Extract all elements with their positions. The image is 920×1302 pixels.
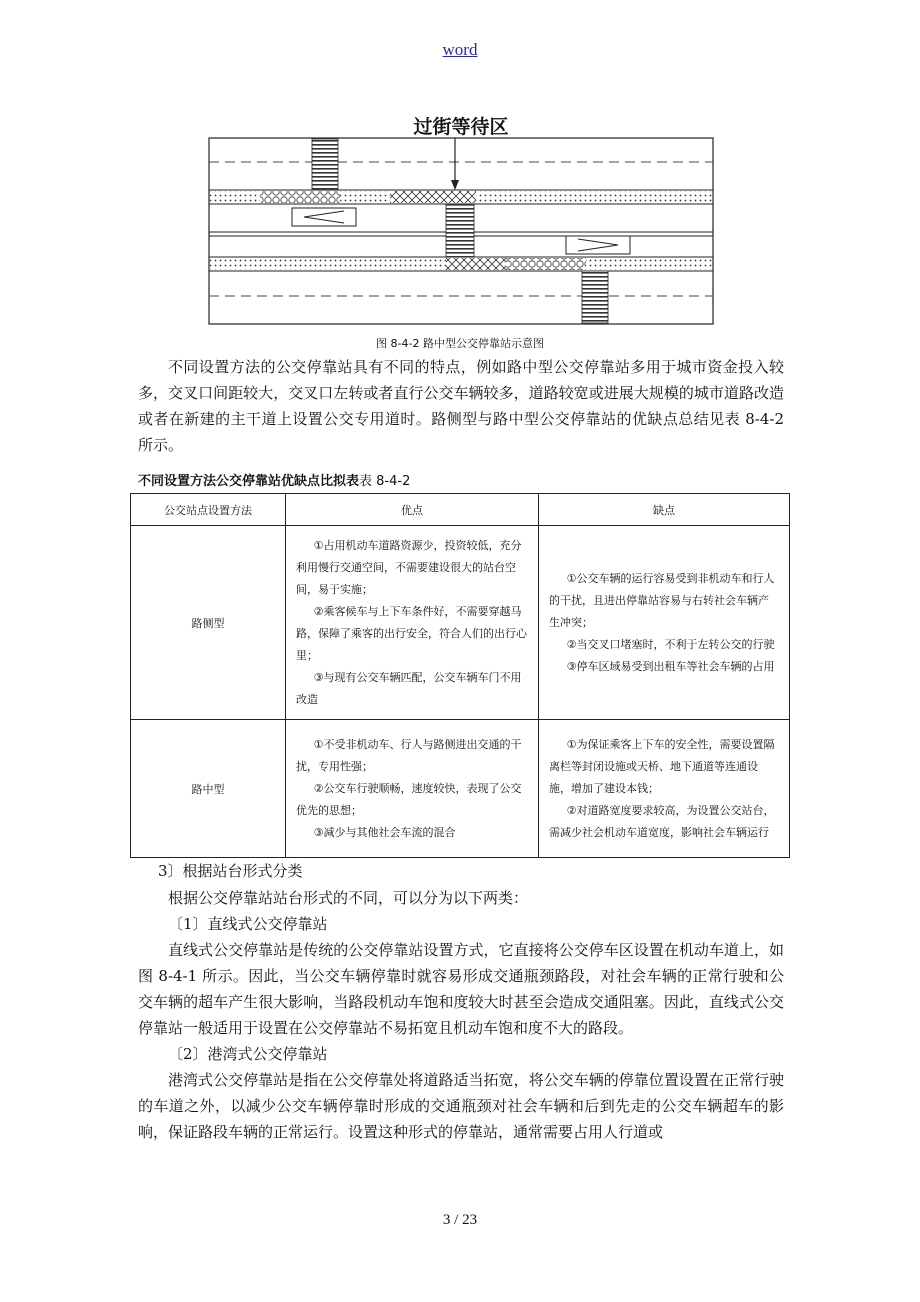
section-heading: 3〕根据站台形式分类 xyxy=(158,862,303,880)
method-cell: 路侧型 xyxy=(131,526,286,720)
bus-stop-diagram xyxy=(208,108,714,326)
comparison-table xyxy=(130,493,790,858)
table-title-text: 不同设置方法公交停靠站优缺点比拟表 xyxy=(138,474,360,489)
figure-title: 过街等待区 xyxy=(413,116,509,138)
cons-cell xyxy=(539,720,790,858)
subsection-heading: 〔1〕直线式公交停靠站 xyxy=(168,915,328,933)
list-item: ③与现有公交车辆匹配，公交车辆车门不用改造 xyxy=(296,670,522,706)
list-item: ②公交车行驶顺畅，速度较快，表现了公交优先的思想； xyxy=(296,781,522,817)
subsection-heading: 〔2〕港湾式公交停靠站 xyxy=(168,1045,328,1063)
cons-cell xyxy=(539,526,790,720)
pros-cell xyxy=(286,526,539,720)
table-title-number: 表 8-4-2 xyxy=(359,474,411,489)
list-item: ①不受非机动车、行人与路侧进出交通的干扰，专用性强； xyxy=(296,737,522,773)
list-item: ②当交叉口堵塞时，不利于左转公交的行驶 xyxy=(566,637,775,651)
figure-caption: 图 8-4-2 路中型公交停靠站示意图 xyxy=(376,337,544,350)
paragraph-1: 不同设置方法的公交停靠站具有不同的特点，例如路中型公交停靠站多用于城市资金投入较多，交叉口间距较大，交叉口左转或者直行公交车辆较多，道路较宽或进展大规模的城市道路改造或者在新建的主干道上设置公交专用道时。路侧型与路中型公交停靠站的优缺点总结见表 8-4-2 所示。 xyxy=(138,358,784,454)
list-item: ③停车区域易受到出租车等社会车辆的占用 xyxy=(566,659,775,673)
list-item: ③减少与其他社会车流的混合 xyxy=(313,825,456,839)
paragraph-2: 根据公交停靠站站台形式的不同，可以分为以下两类： xyxy=(168,889,529,907)
paragraph-3: 直线式公交停靠站是传统的公交停靠站设置方式，它直接将公交停车区设置在机动车道上，如图 8-4-1 所示。因此，当公交车辆停靠时就容易形成交通瓶颈路段，对社会车辆的正常行驶和公交车辆的超车产生很大影响，当路段机动车饱和度较大时甚至会造成交通阻塞。因此，直线式公交停靠站一般适用于设置在公交停靠站不易拓宽且机动车饱和度不大的路段。 xyxy=(138,941,784,1037)
table-title xyxy=(138,470,410,489)
header-word-link[interactable]: word xyxy=(442,40,478,59)
table-header: 优点 xyxy=(286,494,539,526)
table-header: 缺点 xyxy=(539,494,790,526)
pros-cell xyxy=(286,720,539,858)
paragraph-4: 港湾式公交停靠站是指在公交停靠处将道路适当拓宽，将公交车辆的停靠位置设置在正常行驶的车道之外，以减少公交车辆停靠时形成的交通瓶颈对社会车辆和后到先走的公交车辆超车的影响，保证路段车辆的正常运行。设置这种形式的停靠站，通常需要占用人行道或 xyxy=(138,1071,784,1141)
list-item: ②乘客候车与上下车条件好，不需要穿越马路，保障了乘客的出行安全，符合人们的出行心里； xyxy=(296,604,527,662)
table-row xyxy=(131,720,790,858)
list-item: ①为保证乘客上下车的安全性，需要设置隔离栏等封闭设施或天桥、地下通道等连通设施，增加了建设本钱； xyxy=(549,737,775,795)
list-item: ①公交车辆的运行容易受到非机动车和行人的干扰，且进出停靠站容易与右转社会车辆产生冲突； xyxy=(549,571,775,629)
table-header-row xyxy=(131,494,790,526)
page-number: 3 / 23 xyxy=(442,1212,478,1228)
table-header: 公交站点设置方法 xyxy=(131,494,286,526)
table-row xyxy=(131,526,790,720)
method-cell: 路中型 xyxy=(131,720,286,858)
list-item: ②对道路宽度要求较高，为设置公交站台，需减少社会机动车道宽度，影响社会车辆运行 xyxy=(549,803,775,839)
list-item: ①占用机动车道路资源少，投资较低，充分利用慢行交通空间，不需要建设很大的站台空间，易于实施； xyxy=(296,538,522,596)
